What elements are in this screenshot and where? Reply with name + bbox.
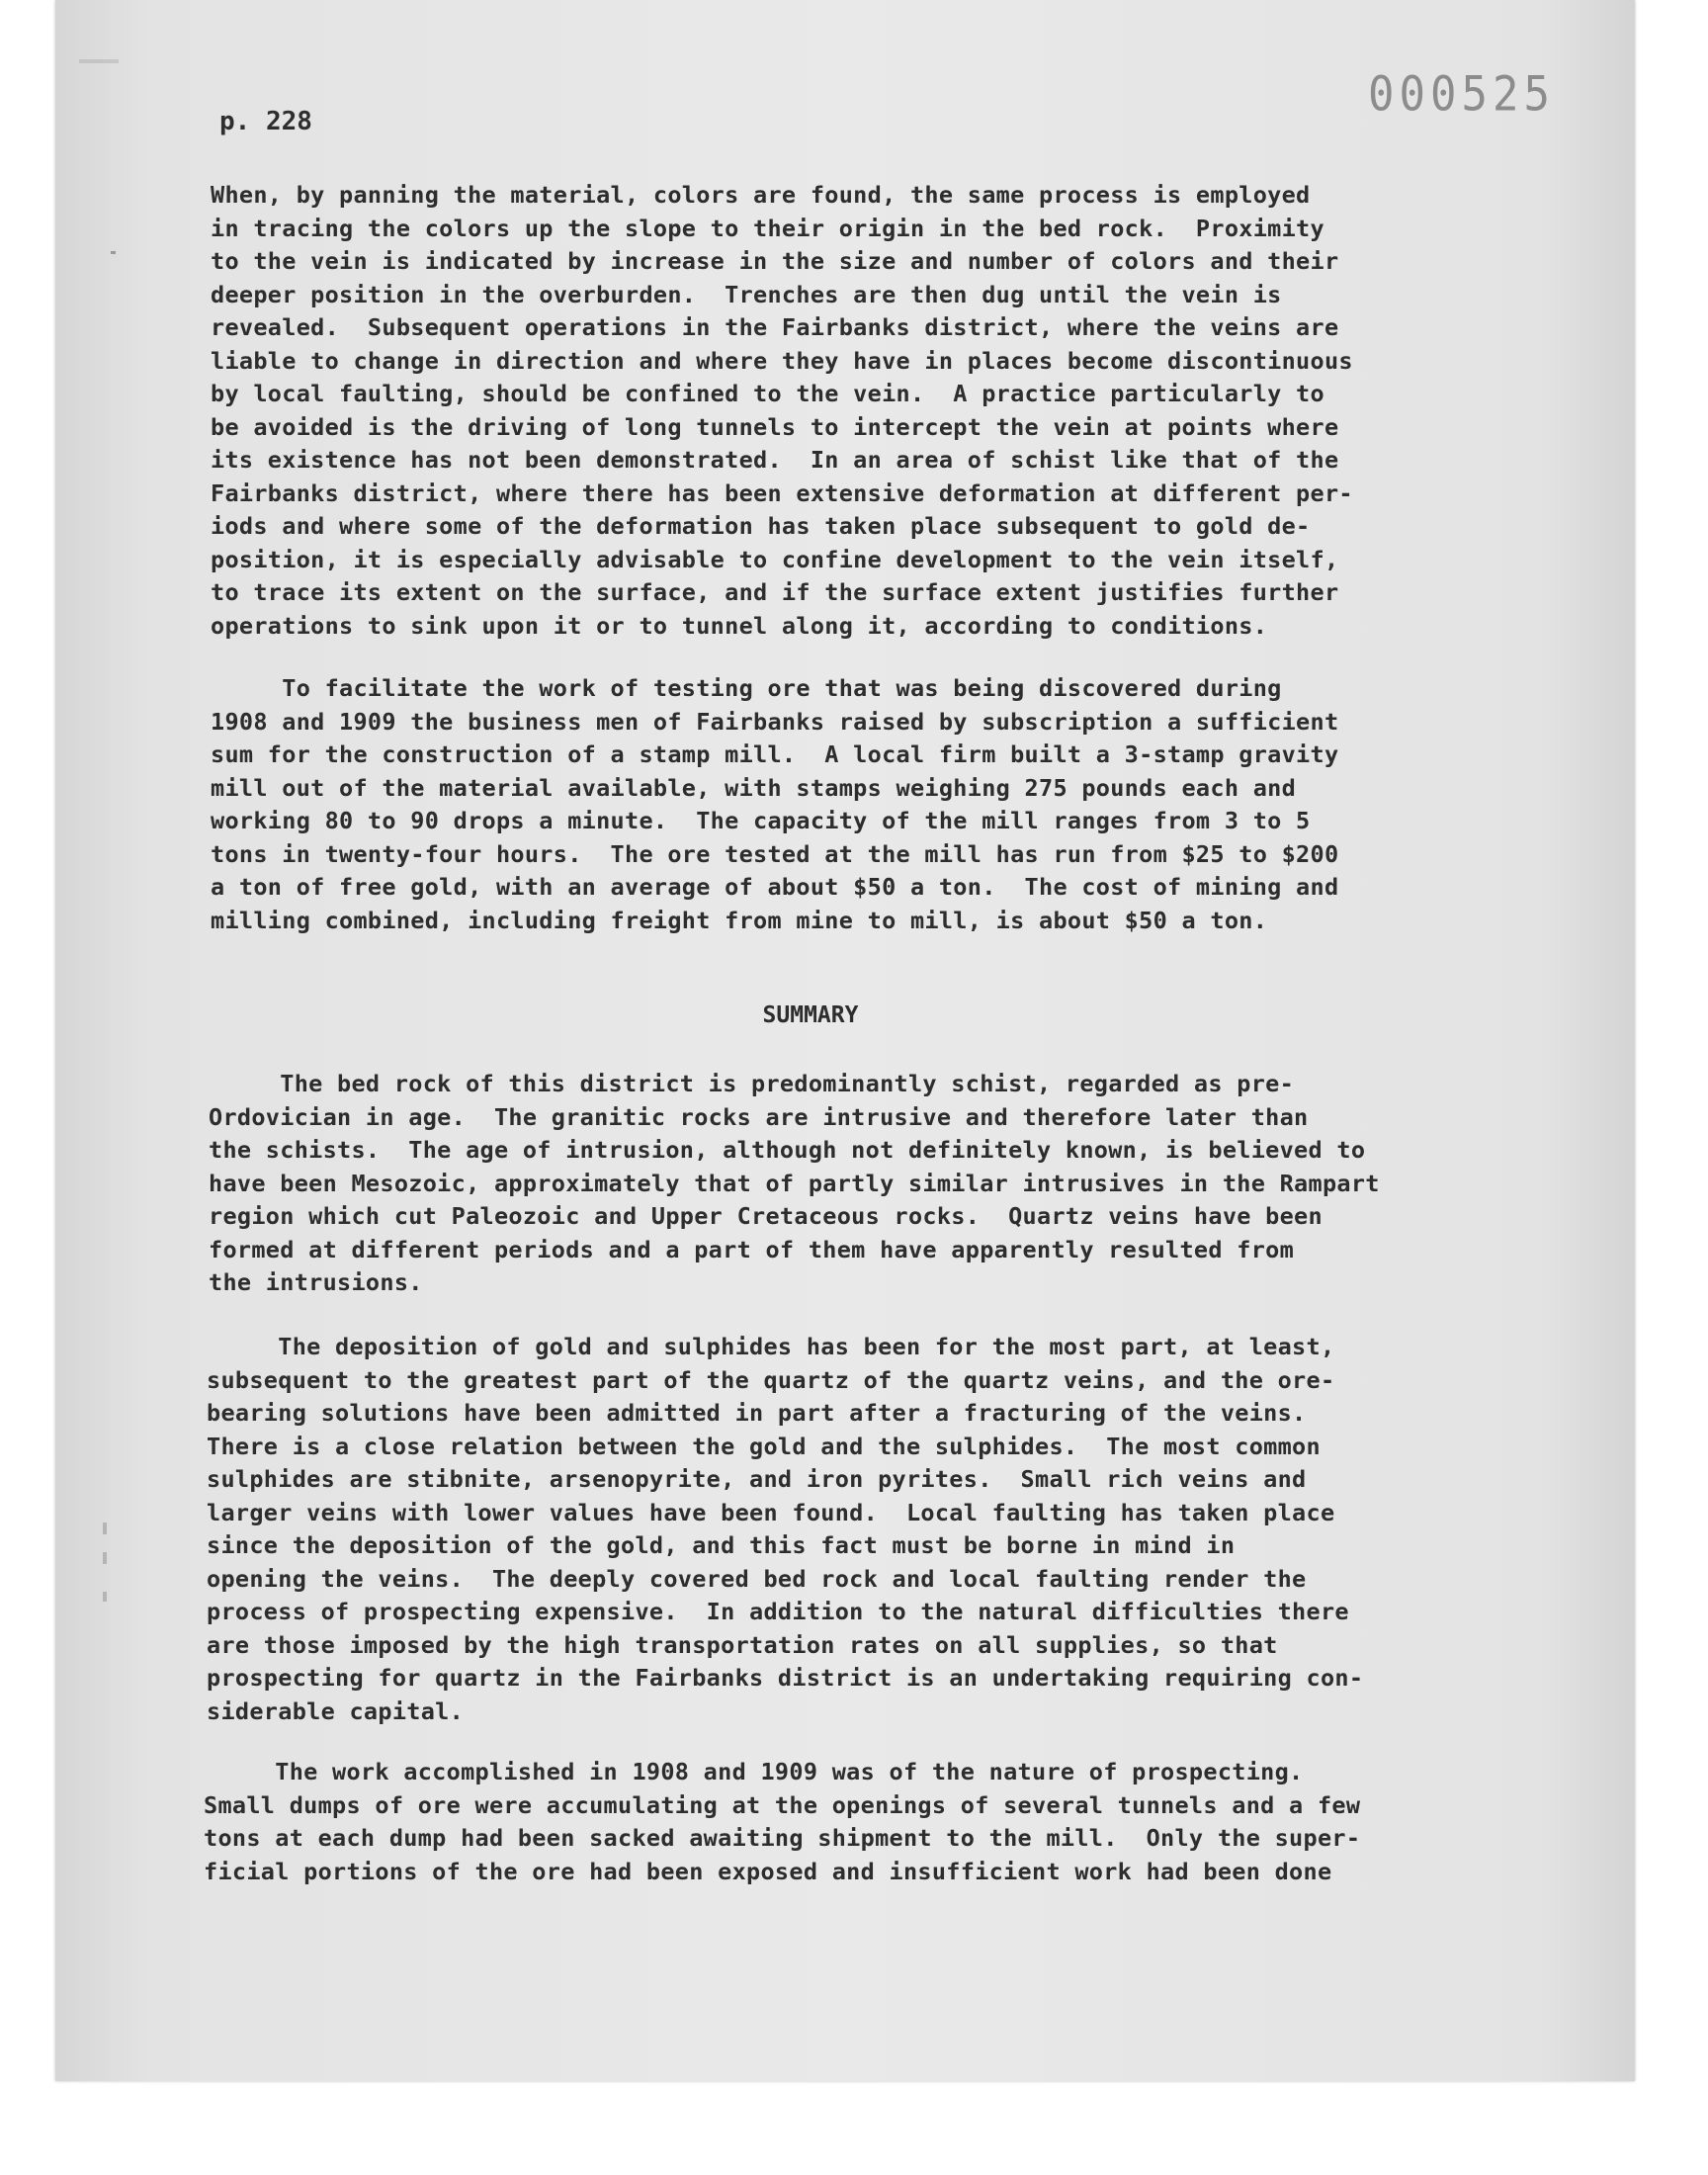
text-line: to trace its extent on the surface, and if the surface extent justifies further: [211, 578, 1339, 606]
text-line: 1908 and 1909 the business men of Fairbanks raised by subscription a sufficient: [211, 707, 1339, 736]
text-line: process of prospecting expensive. In addition to the natural difficulties there: [207, 1598, 1349, 1625]
text-line: Fairbanks district, where there has been extensive deformation at different per-: [211, 478, 1353, 507]
text-line: since the deposition of the gold, and this fact must be borne in mind in: [207, 1531, 1236, 1559]
text-line: operations to sink upon it or to tunnel along it, according to conditions.: [211, 611, 1268, 640]
text-line: position, it is especially advisable to confine development to the vein itself,: [211, 545, 1339, 573]
text-line: working 80 to 90 drops a minute. The capacity of the mill ranges from 3 to 5: [211, 807, 1311, 834]
text-line: opening the veins. The deeply covered bed rock and local faulting render the: [207, 1564, 1307, 1593]
text-line: a ton of free gold, with an average of about $50 a ton. The cost of mining and: [211, 873, 1339, 901]
text-line: prospecting for quartz in the Fairbanks district is an undertaking requiring con-: [207, 1664, 1364, 1692]
margin-mark: [111, 251, 116, 254]
text-line: sum for the construction of a stamp mill. A local firm built a 3-stamp gravity: [211, 740, 1339, 768]
text-line: mill out of the material available, with stamps weighing 275 pounds each and: [211, 773, 1297, 802]
text-line: larger veins with lower values have been found. Local faulting has taken place: [207, 1498, 1335, 1526]
text-line: deeper position in the overburden. Trenches are then dug until the vein is: [211, 280, 1282, 308]
text-line: ficial portions of the ore had been exposed and insufficient work had been done: [204, 1857, 1332, 1885]
text-line: siderable capital.: [207, 1696, 465, 1725]
text-line: Ordovician in age. The granitic rocks are intrusive and therefore later than: [209, 1102, 1309, 1131]
text-line: tons at each dump had been sacked awaiting shipment to the mill. Only the super-: [204, 1824, 1361, 1852]
text-line: The work accomplished in 1908 and 1909 was of the nature of prospecting.: [204, 1758, 1304, 1785]
text-line: tons in twenty-four hours. The ore tested at the mill has run from $25 to $200: [211, 839, 1339, 868]
margin-mark: [103, 1552, 107, 1564]
text-line: The bed rock of this district is predominantly schist, regarded as pre-: [209, 1070, 1295, 1097]
text-line: To facilitate the work of testing ore that was being discovered during: [211, 674, 1282, 702]
text-line: be avoided is the driving of long tunnels to intercept the vein at points where: [211, 412, 1339, 441]
paragraph-4: [207, 1331, 1590, 1728]
paragraph-3: [209, 1068, 1592, 1300]
text-line: There is a close relation between the gold and the sulphides. The most common: [207, 1432, 1321, 1460]
text-line: its existence has not been demonstrated. In an area of schist like that of the: [211, 446, 1339, 474]
text-line: Small dumps of ore were accumulating at the openings of several tunnels and a few: [204, 1790, 1361, 1819]
text-line: milling combined, including freight from mine to mill, is about $50 a ton.: [211, 906, 1268, 934]
text-line: have been Mesozoic, approximately that of partly similar intrusives in the Rampart: [209, 1169, 1380, 1197]
paragraph-5: [204, 1756, 1587, 1888]
section-heading: SUMMARY: [762, 1002, 859, 1028]
text-line: subsequent to the greatest part of the quartz of the quartz veins, and the ore-: [207, 1365, 1335, 1394]
text-line: are those imposed by the high transportation rates on all supplies, so that: [207, 1630, 1278, 1659]
margin-mark: [79, 59, 119, 63]
text-line: sulphides are stibnite, arsenopyrite, and iron pyrites. Small rich veins and: [207, 1465, 1307, 1493]
text-line: liable to change in direction and where they have in places become discontinuous: [211, 346, 1353, 375]
text-line: by local faulting, should be confined to the vein. A practice particularly to: [211, 380, 1324, 407]
paragraph-1: [211, 179, 1594, 643]
text-line: in tracing the colors up the slope to their origin in the bed rock. Proximity: [211, 214, 1324, 242]
text-line: bearing solutions have been admitted in part after a fracturing of the veins.: [207, 1399, 1307, 1427]
text-line: The deposition of gold and sulphides has been for the most part, at least,: [207, 1333, 1335, 1360]
text-line: the schists. The age of intrusion, although not definitely known, is believed to: [209, 1136, 1366, 1164]
text-line: the intrusions.: [209, 1268, 423, 1296]
text-line: When, by panning the material, colors are found, the same process is employed: [211, 181, 1311, 209]
text-line: revealed. Subsequent operations in the Fairbanks district, where the veins are: [211, 313, 1339, 341]
text-line: formed at different periods and a part of them have apparently resulted from: [209, 1235, 1295, 1263]
text-line: region which cut Paleozoic and Upper Cretaceous rocks. Quartz veins have been: [209, 1202, 1323, 1230]
page-number: p. 228: [219, 107, 312, 136]
margin-mark: [103, 1592, 107, 1602]
paragraph-2: [211, 672, 1594, 937]
text-line: to the vein is indicated by increase in the size and number of colors and their: [211, 247, 1339, 275]
text-line: iods and where some of the deformation has taken place subsequent to gold de-: [211, 512, 1311, 540]
document-stamp-number: 000525: [1368, 66, 1555, 123]
margin-mark: [103, 1522, 107, 1534]
